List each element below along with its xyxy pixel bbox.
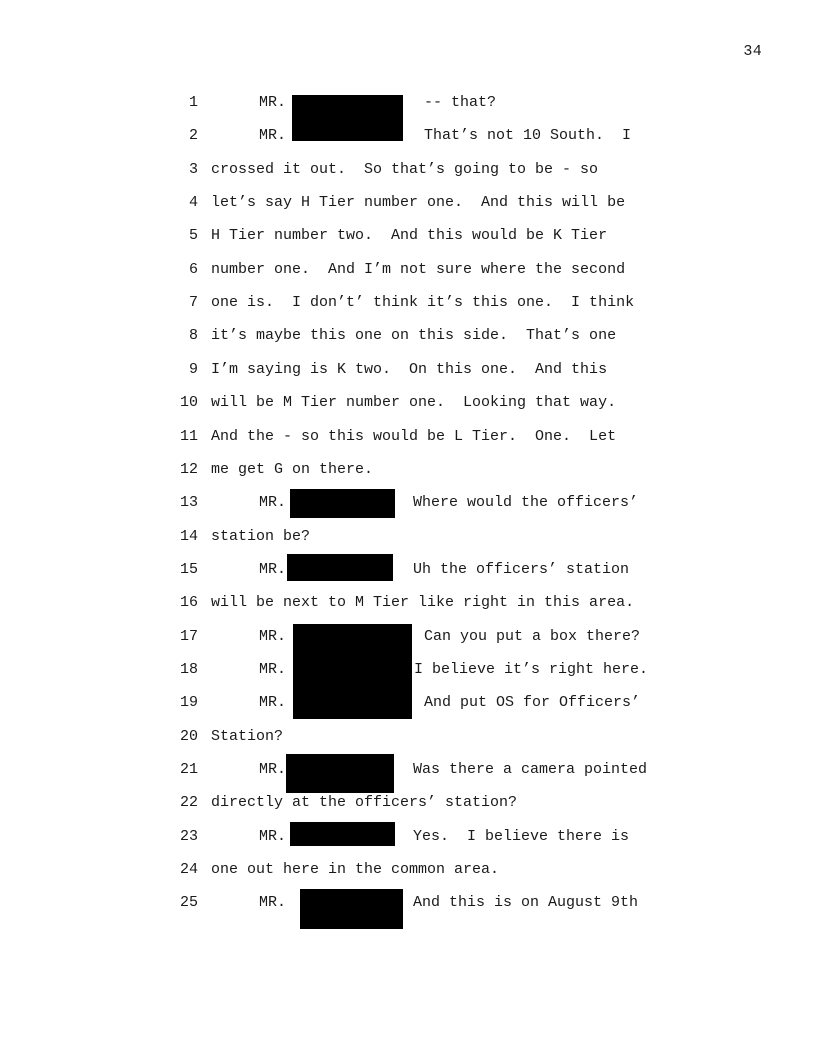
redaction-box	[287, 554, 393, 581]
redaction-box	[292, 95, 403, 141]
transcript-line	[0, 293, 816, 313]
line-text: will be M Tier number one. Looking that way.	[211, 394, 617, 412]
transcript-line	[0, 527, 816, 547]
line-text: crossed it out. So that’s going to be - so	[211, 160, 599, 178]
line-text: That’s not 10 South. I	[424, 127, 632, 145]
line-number: 9	[188, 360, 198, 378]
line-number: 8	[188, 327, 198, 345]
transcript-line	[0, 793, 816, 813]
line-number: 7	[188, 294, 198, 312]
line-number: 25	[180, 894, 199, 912]
line-text: And this is on August 9th	[413, 894, 639, 912]
line-number: 11	[180, 427, 199, 445]
redaction-box	[290, 822, 395, 846]
transcript-line	[0, 560, 816, 580]
redaction-box	[290, 489, 395, 518]
line-number: 21	[180, 761, 199, 778]
transcript-line	[0, 360, 816, 380]
line-number: 1	[188, 94, 198, 111]
transcript-line	[0, 827, 816, 847]
transcript-line	[0, 760, 816, 780]
line-number: 4	[188, 194, 198, 212]
transcript-line	[0, 460, 816, 480]
transcript-line	[0, 860, 816, 880]
line-number: 10	[180, 394, 199, 412]
line-text: Can you put a box there?	[424, 627, 641, 645]
line-number: 6	[188, 260, 198, 278]
line-text: Was there a camera pointed	[413, 761, 648, 778]
transcript-line	[0, 427, 816, 447]
line-text: it’s maybe this one on this side. That’s one	[211, 327, 617, 345]
transcript-line	[0, 226, 816, 246]
line-text: will be next to M Tier like right in this area.	[211, 594, 635, 612]
transcript-line	[0, 326, 816, 346]
line-text: H Tier number two. And this would be K Tier	[211, 227, 608, 245]
speaker-label: MR.	[259, 827, 287, 845]
line-number: 13	[180, 494, 199, 512]
line-text: Uh the officers’ station	[413, 560, 630, 578]
speaker-label: MR.	[259, 627, 287, 645]
page-number: 34	[743, 43, 762, 60]
line-text: one out here in the common area.	[211, 861, 500, 879]
transcript-line	[0, 493, 816, 513]
transcript-line	[0, 593, 816, 613]
line-text: station be?	[211, 527, 311, 545]
line-text: let’s say H Tier number one. And this will be	[211, 194, 626, 212]
line-number: 12	[180, 460, 199, 478]
line-number: 23	[180, 827, 199, 845]
line-text: And put OS for Officers’	[424, 694, 641, 712]
speaker-label: MR.	[259, 761, 287, 778]
line-number: 3	[188, 160, 198, 178]
transcript-line	[0, 393, 816, 413]
redaction-box	[286, 754, 394, 793]
line-text: Where would the officers’	[413, 494, 639, 512]
transcript-line	[0, 160, 816, 180]
redaction-box	[293, 624, 412, 719]
line-number: 19	[180, 694, 199, 712]
line-text: Yes. I believe there is	[413, 827, 630, 845]
transcript-line	[0, 260, 816, 280]
line-text: -- that?	[424, 94, 497, 111]
line-number: 18	[180, 660, 199, 678]
line-number: 2	[188, 127, 198, 145]
speaker-label: MR.	[259, 127, 287, 145]
line-number: 17	[180, 627, 199, 645]
line-text: number one. And I’m not sure where the second	[211, 260, 626, 278]
transcript-line	[0, 893, 816, 913]
line-number: 22	[180, 794, 199, 812]
speaker-label: MR.	[259, 560, 287, 578]
transcript-line	[0, 727, 816, 747]
line-number: 5	[188, 227, 198, 245]
line-number: 14	[180, 527, 199, 545]
line-number: 16	[180, 594, 199, 612]
transcript-line	[0, 93, 816, 113]
redaction-box	[300, 889, 403, 929]
line-text: I’m saying is K two. On this one. And this	[211, 360, 608, 378]
line-text: Station?	[211, 727, 284, 745]
transcript-line	[0, 193, 816, 213]
transcript-line	[0, 126, 816, 146]
speaker-label: MR.	[259, 94, 287, 111]
speaker-label: MR.	[259, 894, 287, 912]
speaker-label: MR.	[259, 660, 287, 678]
line-text: me get G on there.	[211, 460, 374, 478]
line-number: 15	[180, 560, 199, 578]
speaker-label: MR.	[259, 694, 287, 712]
line-text: directly at the officers’ station?	[211, 794, 518, 812]
line-text: And the - so this would be L Tier. One. Let	[211, 427, 617, 445]
line-number: 24	[180, 861, 199, 879]
speaker-label: MR.	[259, 494, 287, 512]
line-number: 20	[180, 727, 199, 745]
line-text: I believe it’s right here.	[414, 660, 649, 678]
line-text: one is. I don’t’ think it’s this one. I think	[211, 294, 635, 312]
